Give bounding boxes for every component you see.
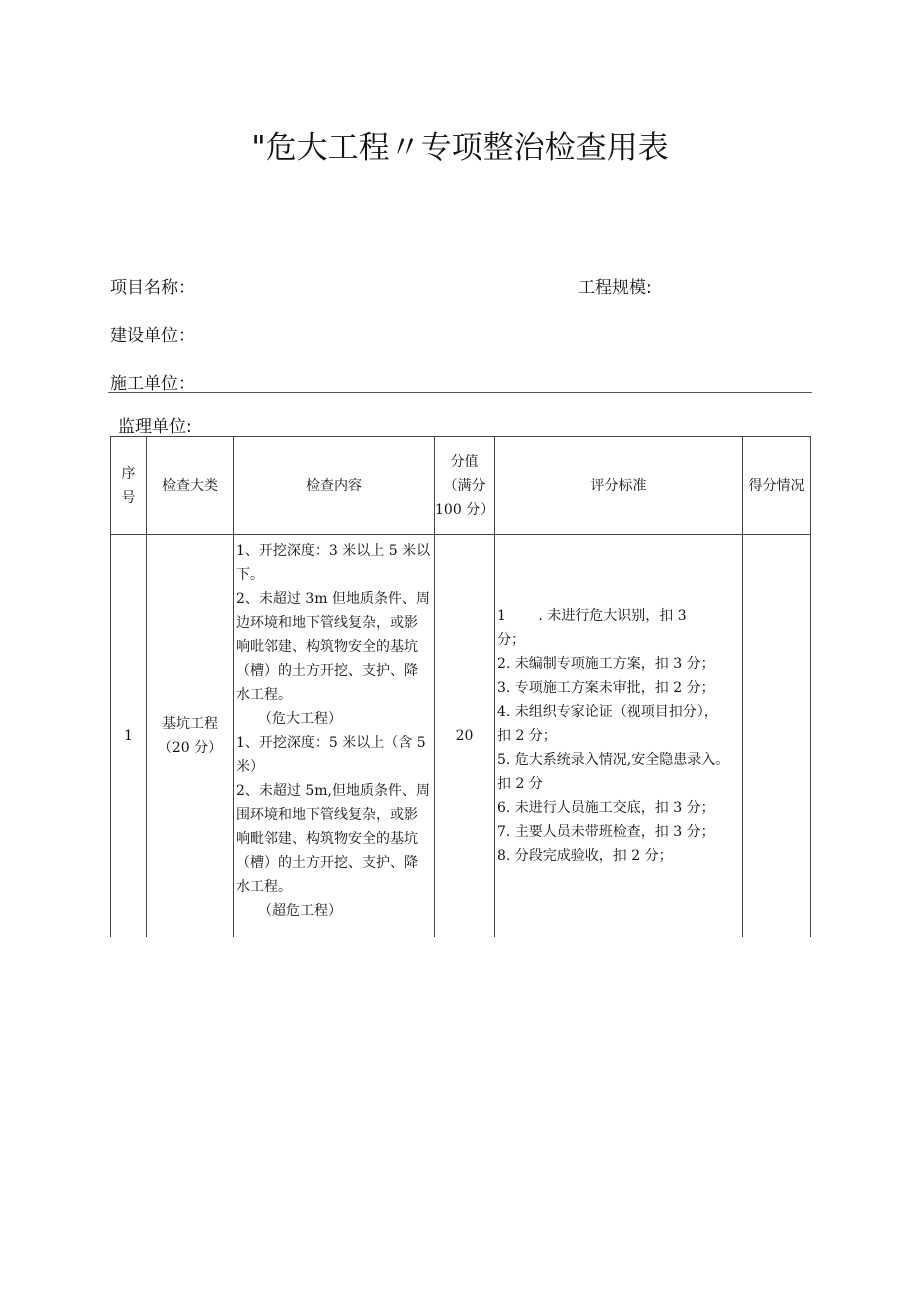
criteria-line: 2. 未编制专项施工方案，扣 3 分； <box>497 656 715 672</box>
content-line: （危大工程） <box>258 711 342 727</box>
row-score: 20 <box>435 535 495 938</box>
content-line: 1、开挖深度：3 米以上 5 米以 <box>236 543 431 559</box>
criteria-line: 4. 未组织专家论证（视项目扣分）， <box>497 704 718 720</box>
criteria-line: 8. 分段完成验收，扣 2 分； <box>497 848 673 864</box>
constructor-label: 施工单位： <box>110 374 195 394</box>
header-score-line1: 分值 <box>450 453 479 470</box>
criteria-line: 6. 未进行人员施工交底，扣 3 分； <box>497 800 715 816</box>
header-score <box>435 437 495 535</box>
content-line: 响吡邻建、构筑物安全的基坑 <box>236 639 418 655</box>
content-line: 2、未超过 3m 但地质条件、周 <box>236 591 430 607</box>
criteria-line: 分； <box>497 632 525 648</box>
row-category: 基坑工程（20 分） <box>147 535 234 938</box>
header-score-line2: （满分 <box>443 477 486 494</box>
inspection-table <box>110 436 811 937</box>
header-criteria: 评分标准 <box>495 437 743 535</box>
content-line: 响毗邻建、构筑物安全的基坑 <box>236 831 418 847</box>
header-no-line2: 号 <box>121 489 136 506</box>
content-line: 边环境和地下管线复杂，或影 <box>236 615 418 631</box>
criteria-line: 7. 主要人员未带班检查，扣 3 分； <box>497 824 715 840</box>
content-line: 米） <box>236 759 264 775</box>
content-line: 水工程。 <box>236 687 292 703</box>
divider-line <box>108 392 812 393</box>
criteria-line: 1 . 未进行危大识别，扣 3 <box>497 608 687 624</box>
criteria-line: 扣 2 分 <box>497 776 543 792</box>
table-row <box>111 535 811 938</box>
criteria-line: 5. 危大系统录入情况,安全隐患录入。 <box>497 752 730 768</box>
header-no <box>111 437 147 535</box>
supervisor-label: 监理单位: <box>118 417 192 437</box>
content-line: （槽）的土方开挖、支护、降 <box>236 855 418 871</box>
content-line: 下。 <box>236 567 264 583</box>
header-result: 得分情况 <box>743 437 811 535</box>
row-result[interactable] <box>743 535 811 938</box>
row-criteria <box>495 535 743 938</box>
content-line: 围环境和地下管线复杂，或影 <box>236 807 418 823</box>
row-no: 1 <box>111 535 147 938</box>
content-line: 1、开挖深度：5 米以上（含 5 <box>236 735 426 751</box>
header-content: 检查内容 <box>234 437 435 535</box>
content-line: 水工程。 <box>236 879 292 895</box>
builder-label: 建设单位： <box>110 326 195 346</box>
content-line: （超危工程） <box>258 903 342 919</box>
content-line: 2、未超过 5m,但地质条件、周 <box>236 783 430 799</box>
document-title: "危大工程〃专项整治检查用表 <box>251 130 669 166</box>
project-scale-label: 工程规模: <box>578 278 652 298</box>
header-score-line3: 100 分） <box>435 501 495 518</box>
criteria-line: 扣 2 分； <box>497 728 557 744</box>
content-line: （槽）的土方开挖、支护、降 <box>236 663 418 679</box>
table-header-row <box>111 437 811 535</box>
header-category: 检查大类 <box>147 437 234 535</box>
row-content <box>234 535 435 938</box>
project-name-label: 项目名称： <box>110 278 195 298</box>
header-no-line1: 序 <box>121 465 136 482</box>
criteria-line: 3. 专项施工方案未审批，扣 2 分； <box>497 680 715 696</box>
